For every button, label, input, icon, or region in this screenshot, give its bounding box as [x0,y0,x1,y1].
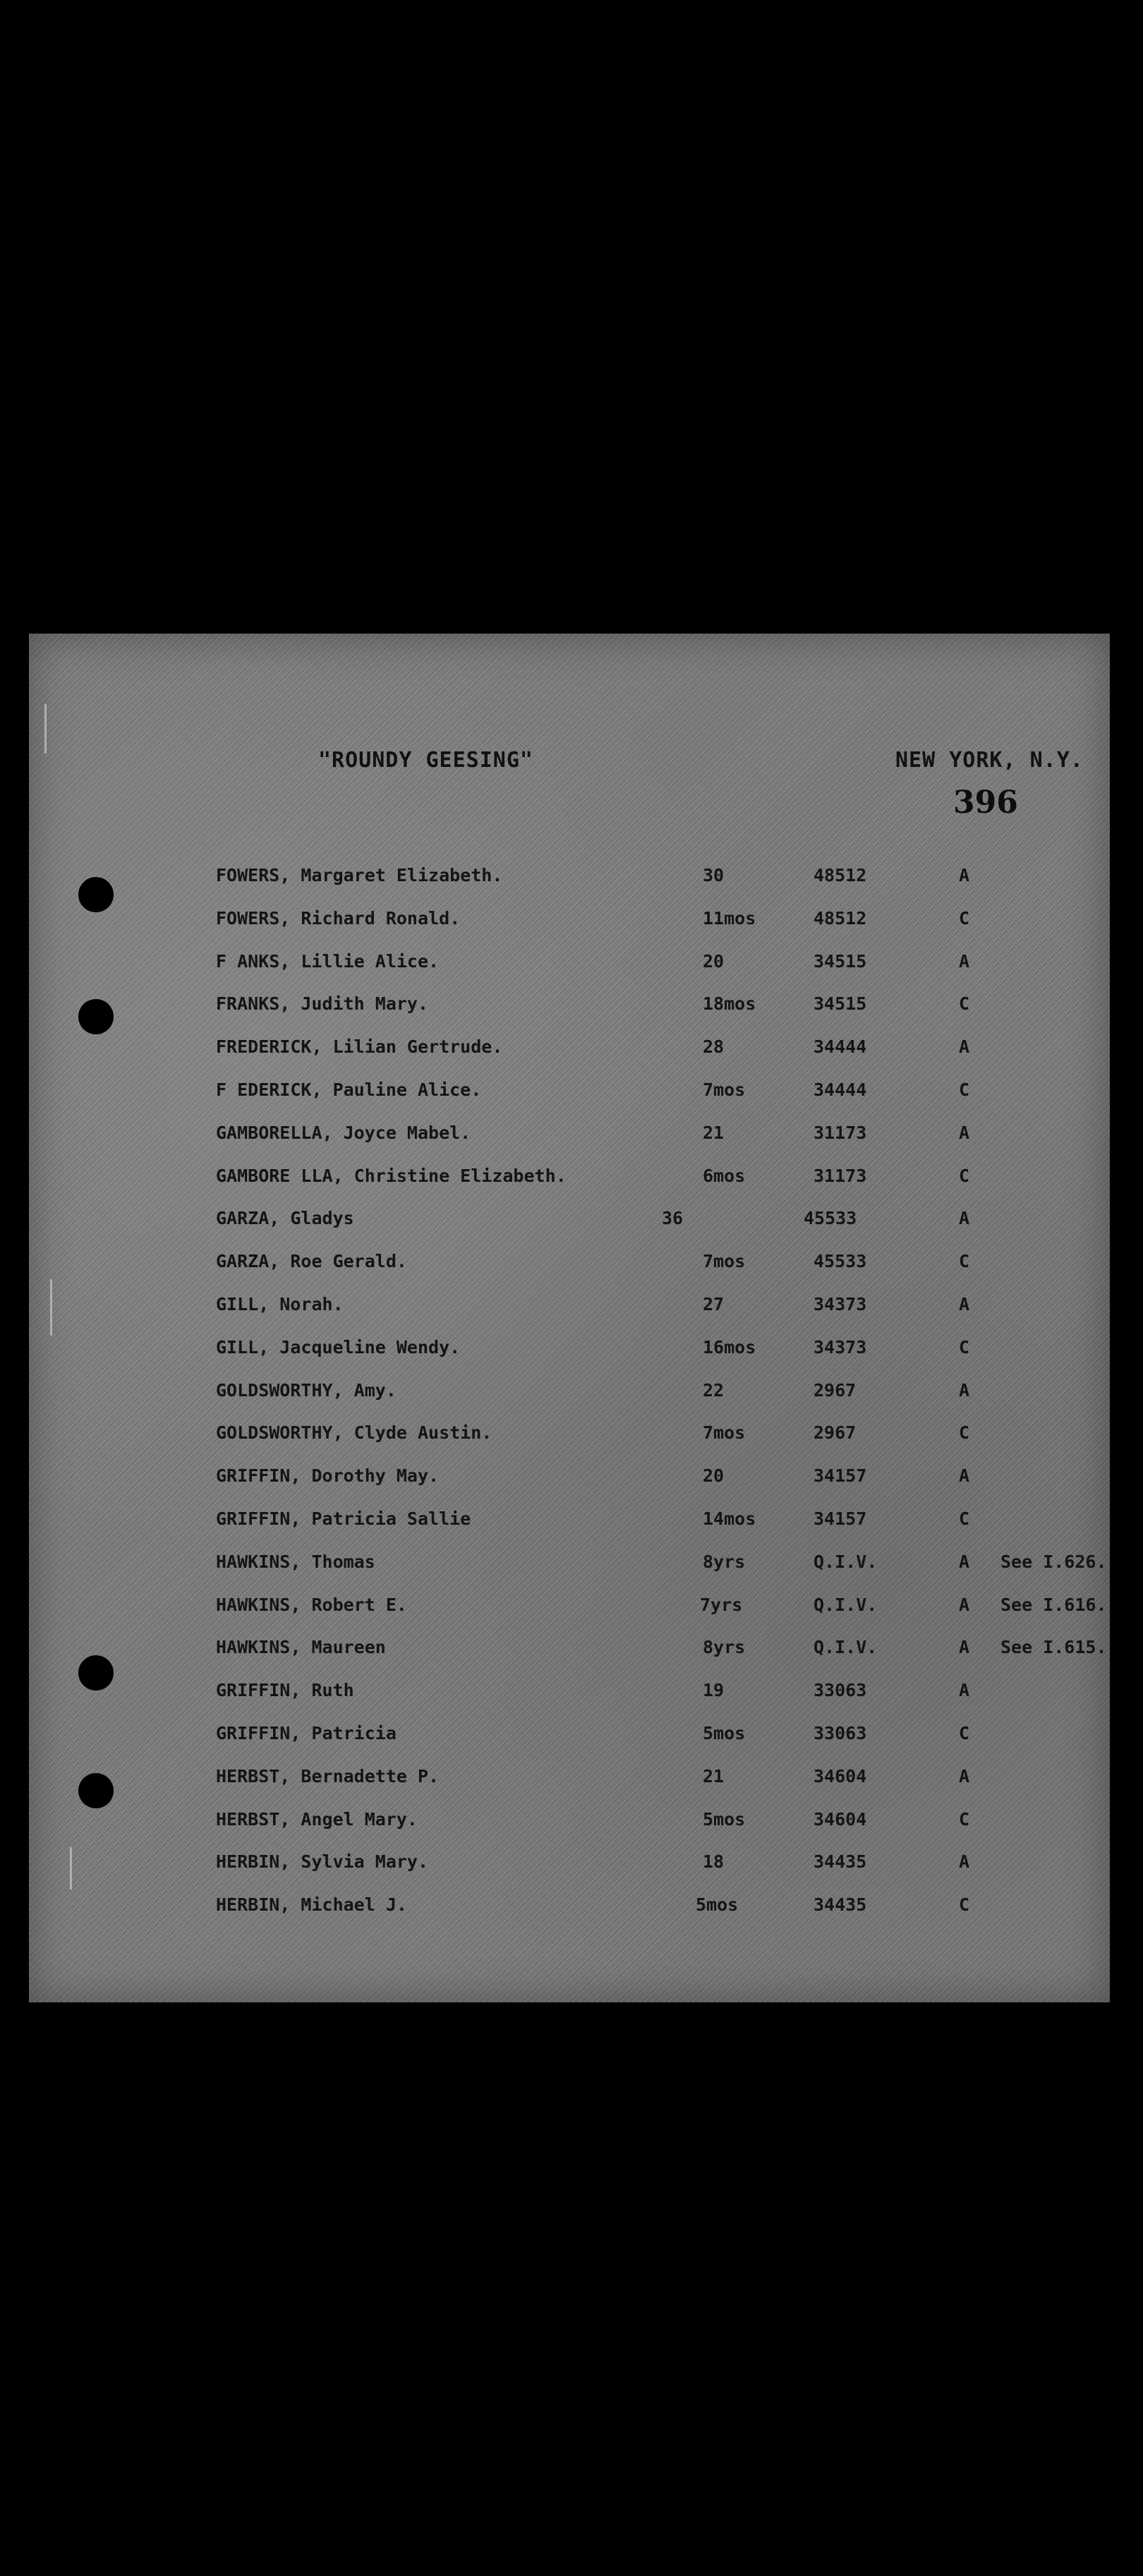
passenger-name: HERBST, Angel Mary. [216,1808,418,1830]
passenger-number: 34157 [814,1508,867,1529]
passenger-age: 19 [703,1680,725,1701]
passenger-number: 34444 [814,1036,867,1058]
passenger-class: A [959,950,970,972]
passenger-name: GILL, Jacqueline Wendy. [216,1336,461,1357]
passenger-note: See I.615. [1000,1637,1107,1658]
roster-row [216,1070,1105,1113]
passenger-name: GRIFFIN, Patricia [216,1722,397,1743]
passenger-name: FREDERICK, Lilian Gertrude. [216,1036,503,1058]
passenger-number: 2967 [814,1379,857,1401]
passenger-note: See I.616. [1000,1594,1107,1615]
passenger-class: A [959,1680,970,1701]
passenger-number: 34444 [814,1079,867,1100]
passenger-name: FOWERS, Margaret Elizabeth. [216,865,503,885]
passenger-number: 34604 [814,1808,867,1830]
passenger-roster [216,855,1105,1928]
roster-row [216,1113,1105,1156]
passenger-name: GAMBORELLA, Joyce Mabel. [216,1122,471,1143]
passenger-name: HERBST, Bernadette P. [216,1765,440,1786]
passenger-number: 48512 [814,907,867,929]
passenger-number: 31173 [814,1122,867,1143]
passenger-class: A [959,1036,970,1058]
passenger-number: 45533 [804,1208,857,1229]
passenger-number: 34515 [814,950,867,972]
roster-row [216,1756,1105,1799]
passenger-class: A [959,865,970,885]
passenger-number: 31173 [814,1165,867,1186]
passenger-number: 34604 [814,1765,867,1786]
passenger-number: Q.I.V. [814,1637,878,1658]
passenger-class: C [959,1722,970,1743]
roster-row [216,1370,1105,1413]
passenger-number: 45533 [814,1251,867,1272]
passenger-number: Q.I.V. [814,1594,878,1615]
document-header-place: NEW YORK, N.Y. [895,748,1084,773]
passenger-class: A [959,1765,970,1786]
roster-row [216,1670,1105,1713]
passenger-name: FRANKS, Judith Mary. [216,993,429,1015]
roster-row [216,1284,1105,1327]
passenger-name: GRIFFIN, Patricia Sallie [216,1508,471,1529]
passenger-age: 7mos [703,1079,746,1100]
passenger-class: A [959,1851,970,1873]
roster-row [216,1027,1105,1070]
passenger-name: GOLDSWORTHY, Amy. [216,1379,397,1401]
passenger-number: 34435 [814,1894,867,1916]
document-header-title: "ROUNDY GEESING" [318,748,533,773]
page-number: 396 [953,785,1018,821]
paper-edge-mark [50,1279,52,1336]
passenger-class: A [959,1637,970,1658]
roster-row [216,1585,1105,1628]
passenger-class: A [959,1551,970,1572]
passenger-name: GILL, Norah. [216,1293,344,1314]
passenger-class: A [959,1122,970,1143]
punch-hole [78,1655,114,1691]
passenger-number: 34515 [814,993,867,1015]
punch-hole [78,877,114,912]
passenger-age: 8yrs [703,1637,746,1658]
punch-hole [78,999,114,1034]
paper-edge-mark [44,704,47,754]
roster-row [216,1456,1105,1499]
roster-row [216,1499,1105,1542]
roster-row [216,1198,1105,1241]
roster-row [216,1542,1105,1585]
passenger-name: GOLDSWORTHY, Clyde Austin. [216,1422,492,1444]
passenger-age: 20 [703,1465,725,1487]
passenger-age: 20 [703,950,725,972]
roster-row [216,1241,1105,1284]
passenger-name: HAWKINS, Robert E. [216,1594,407,1615]
roster-row [216,1842,1105,1885]
document-page [29,634,1110,2002]
passenger-number: 34373 [814,1293,867,1314]
passenger-age: 22 [703,1379,725,1401]
passenger-class: C [959,1165,970,1186]
passenger-age: 6mos [703,1165,746,1186]
passenger-class: C [959,1894,970,1916]
roster-row [216,1413,1105,1456]
passenger-class: A [959,1594,970,1615]
passenger-class: C [959,907,970,929]
passenger-name: HAWKINS, Thomas [216,1551,375,1572]
roster-row [216,941,1105,984]
passenger-number: 34157 [814,1465,867,1487]
passenger-age: 16mos [703,1336,756,1357]
passenger-number: 34373 [814,1336,867,1357]
passenger-class: C [959,1808,970,1830]
passenger-age: 7yrs [700,1594,743,1615]
passenger-name: GARZA, Gladys [216,1208,354,1229]
roster-row [216,855,1105,898]
passenger-age: 8yrs [703,1551,746,1572]
passenger-name: HERBIN, Michael J. [216,1894,407,1916]
passenger-class: A [959,1293,970,1314]
passenger-age: 14mos [703,1508,756,1529]
roster-row [216,984,1105,1027]
passenger-class: C [959,1422,970,1444]
passenger-age: 21 [703,1765,725,1786]
passenger-name: GAMBORE LLA, Christine Elizabeth. [216,1165,567,1186]
passenger-number: 2967 [814,1422,857,1444]
passenger-age: 18 [703,1851,725,1873]
passenger-age: 21 [703,1122,725,1143]
passenger-age: 5mos [703,1722,746,1743]
passenger-age: 7mos [703,1422,746,1444]
passenger-class: C [959,993,970,1015]
passenger-age: 5mos [703,1808,746,1830]
passenger-name: F ANKS, Lillie Alice. [216,950,440,972]
passenger-age: 11mos [703,907,756,929]
passenger-name: GARZA, Roe Gerald. [216,1251,407,1272]
passenger-name: FOWERS, Richard Ronald. [216,907,461,929]
roster-row [216,1799,1105,1842]
passenger-age: 28 [703,1036,725,1058]
paper-edge-mark [70,1847,72,1889]
passenger-number: 34435 [814,1851,867,1873]
passenger-number: 48512 [814,865,867,885]
passenger-age: 5mos [696,1894,739,1916]
passenger-age: 27 [703,1293,725,1314]
passenger-name: GRIFFIN, Dorothy May. [216,1465,440,1487]
passenger-name: F EDERICK, Pauline Alice. [216,1079,482,1100]
passenger-class: C [959,1508,970,1529]
passenger-class: A [959,1465,970,1487]
passenger-age: 30 [703,865,725,885]
roster-row [216,1885,1105,1928]
roster-row [216,1327,1105,1370]
roster-row [216,1713,1105,1756]
passenger-age: 7mos [703,1251,746,1272]
passenger-number: 33063 [814,1680,867,1701]
passenger-class: C [959,1336,970,1357]
passenger-name: GRIFFIN, Ruth [216,1680,354,1701]
passenger-number: 33063 [814,1722,867,1743]
roster-row [216,1156,1105,1199]
passenger-number: Q.I.V. [814,1551,878,1572]
passenger-class: A [959,1379,970,1401]
passenger-note: See I.626. [1000,1551,1107,1572]
roster-row [216,898,1105,941]
passenger-name: HAWKINS, Maureen [216,1637,386,1658]
punch-hole [78,1773,114,1808]
passenger-age: 36 [662,1208,684,1229]
roster-row [216,1627,1105,1670]
passenger-class: C [959,1079,970,1100]
passenger-class: A [959,1208,970,1229]
passenger-class: C [959,1251,970,1272]
passenger-age: 18mos [703,993,756,1015]
passenger-name: HERBIN, Sylvia Mary. [216,1851,429,1873]
